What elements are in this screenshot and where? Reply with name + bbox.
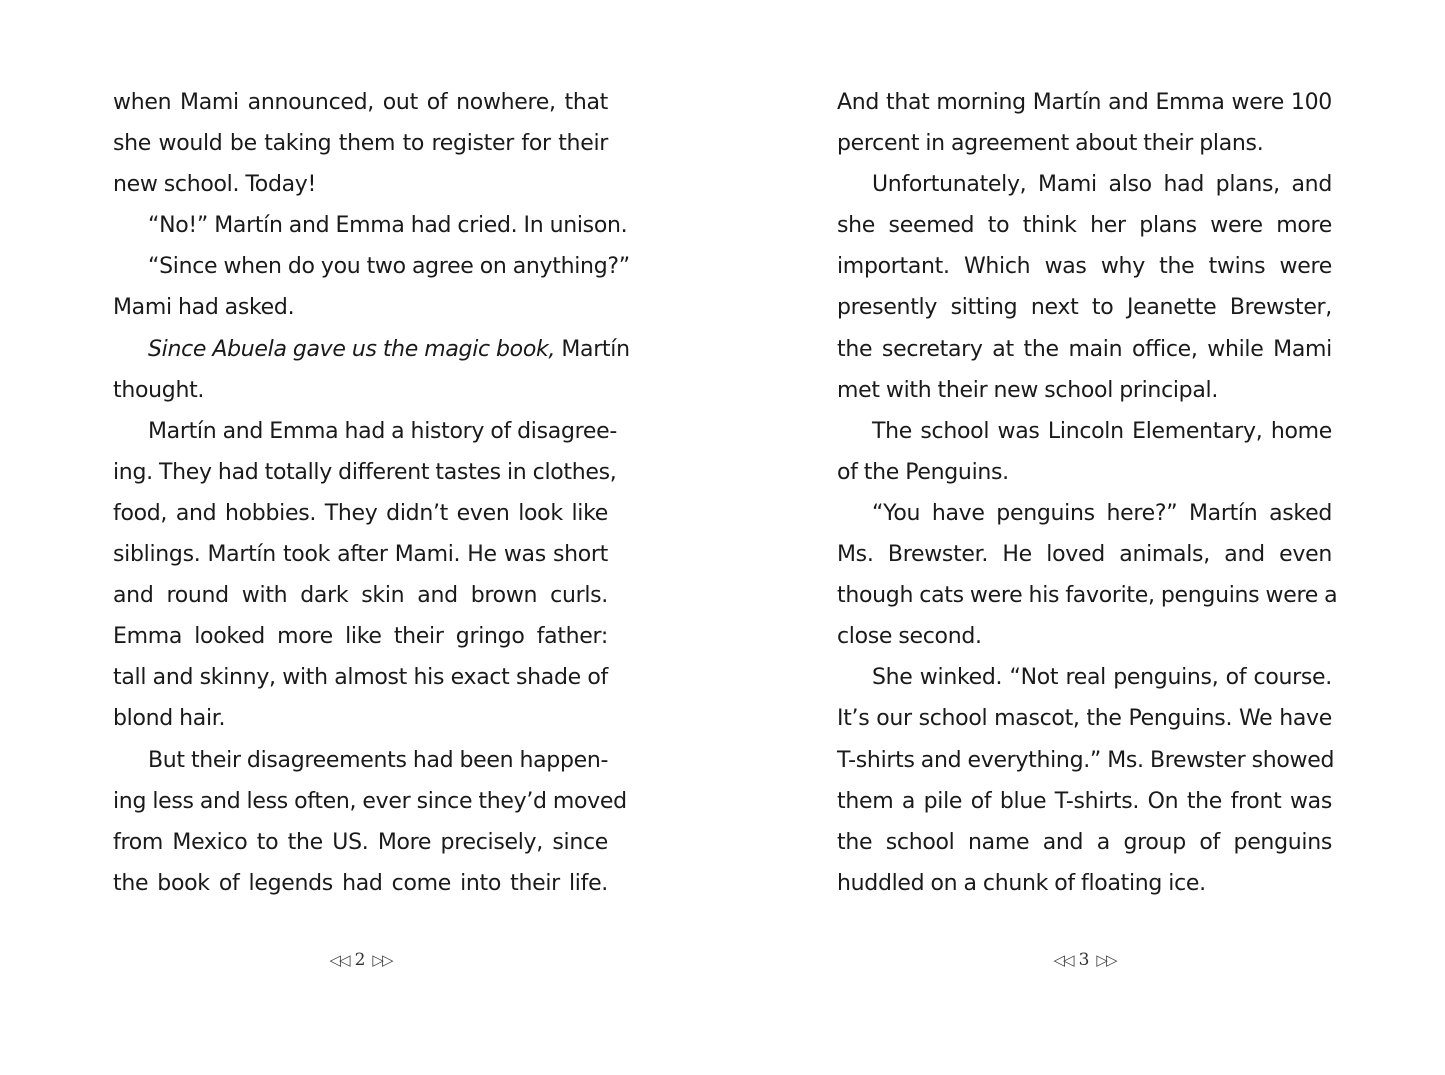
- italic-line-tail: Martín: [561, 336, 630, 362]
- text-line: and round with dark skin and brown curls.: [113, 583, 608, 609]
- folio-right-arrows-icon: ▷▷: [1096, 951, 1116, 969]
- folio-right-arrows-icon: ▷▷: [372, 951, 392, 969]
- folio-left-arrows-icon: ◁◁: [1053, 951, 1073, 969]
- text-line: tall and skinny, with almost his exact shade of: [113, 665, 608, 691]
- folio-left-arrows-icon: ◁◁: [329, 951, 349, 969]
- text-line: Emma looked more like their gringo father:: [113, 624, 608, 650]
- text-line: T-shirts and everything.” Ms. Brewster showed: [837, 747, 1335, 773]
- text-line: Unfortunately, Mami also had plans, and: [872, 172, 1332, 198]
- text-line: The school was Lincoln Elementary, home: [872, 418, 1332, 444]
- text-line: Mami had asked.: [113, 295, 295, 321]
- text-line: the book of legends had come into their life.: [113, 870, 608, 896]
- text-line: “No!” Martín and Emma had cried. In unison.: [148, 213, 628, 239]
- right-page-text: [837, 82, 1338, 904]
- page-number: 3: [1078, 950, 1091, 970]
- text-line: “Since when do you two agree on anything?”: [148, 254, 630, 280]
- text-line: blond hair.: [113, 706, 226, 732]
- text-line: “You have penguins here?” Martín asked: [872, 500, 1332, 526]
- text-line: She winked. “Not real penguins, of course.: [872, 665, 1332, 691]
- text-line: ing. They had totally different tastes in clothes,: [113, 459, 617, 485]
- right-page-folio: [837, 950, 1332, 970]
- italic-thought: Since Abuela gave us the magic book,: [148, 336, 556, 362]
- text-line: met with their new school principal.: [837, 377, 1219, 403]
- page-number: 2: [354, 950, 367, 970]
- text-line: presently sitting next to Jeanette Brewster,: [837, 295, 1332, 321]
- text-line: siblings. Martín took after Mami. He was short: [113, 542, 608, 568]
- text-line: she seemed to think her plans were more: [837, 213, 1332, 239]
- text-line: ing less and less often, ever since they’d moved: [113, 788, 627, 814]
- text-line: huddled on a chunk of floating ice.: [837, 870, 1206, 896]
- left-page-text: [113, 82, 630, 904]
- text-line: though cats were his favorite, penguins were a: [837, 583, 1338, 609]
- text-line: Ms. Brewster. He loved animals, and even: [837, 542, 1332, 568]
- text-line-italic-lead: [113, 329, 630, 370]
- text-line: But their disagreements had been happen-: [148, 747, 609, 773]
- left-page: [113, 82, 630, 982]
- text-line: of the Penguins.: [837, 459, 1009, 485]
- text-line: food, and hobbies. They didn’t even look like: [113, 500, 608, 526]
- text-line: And that morning Martín and Emma were 100: [837, 90, 1332, 115]
- text-line: important. Which was why the twins were: [837, 254, 1332, 280]
- text-line: new school. Today!: [113, 172, 317, 198]
- text-line: the school name and a group of penguins: [837, 829, 1332, 855]
- text-line: the secretary at the main office, while Mami: [837, 336, 1332, 362]
- left-page-folio: [113, 950, 608, 970]
- text-line: when Mami announced, out of nowhere, that: [113, 90, 608, 115]
- text-line: Martín and Emma had a history of disagree-: [148, 418, 617, 444]
- text-line: It’s our school mascot, the Penguins. We have: [837, 706, 1332, 732]
- text-line: from Mexico to the US. More precisely, since: [113, 829, 608, 855]
- text-line: thought.: [113, 377, 205, 403]
- text-line: percent in agreement about their plans.: [837, 131, 1264, 157]
- text-line: close second.: [837, 624, 982, 650]
- right-page: [837, 82, 1338, 982]
- text-line: them a pile of blue T-shirts. On the front was: [837, 788, 1332, 814]
- text-line: she would be taking them to register for their: [113, 131, 608, 157]
